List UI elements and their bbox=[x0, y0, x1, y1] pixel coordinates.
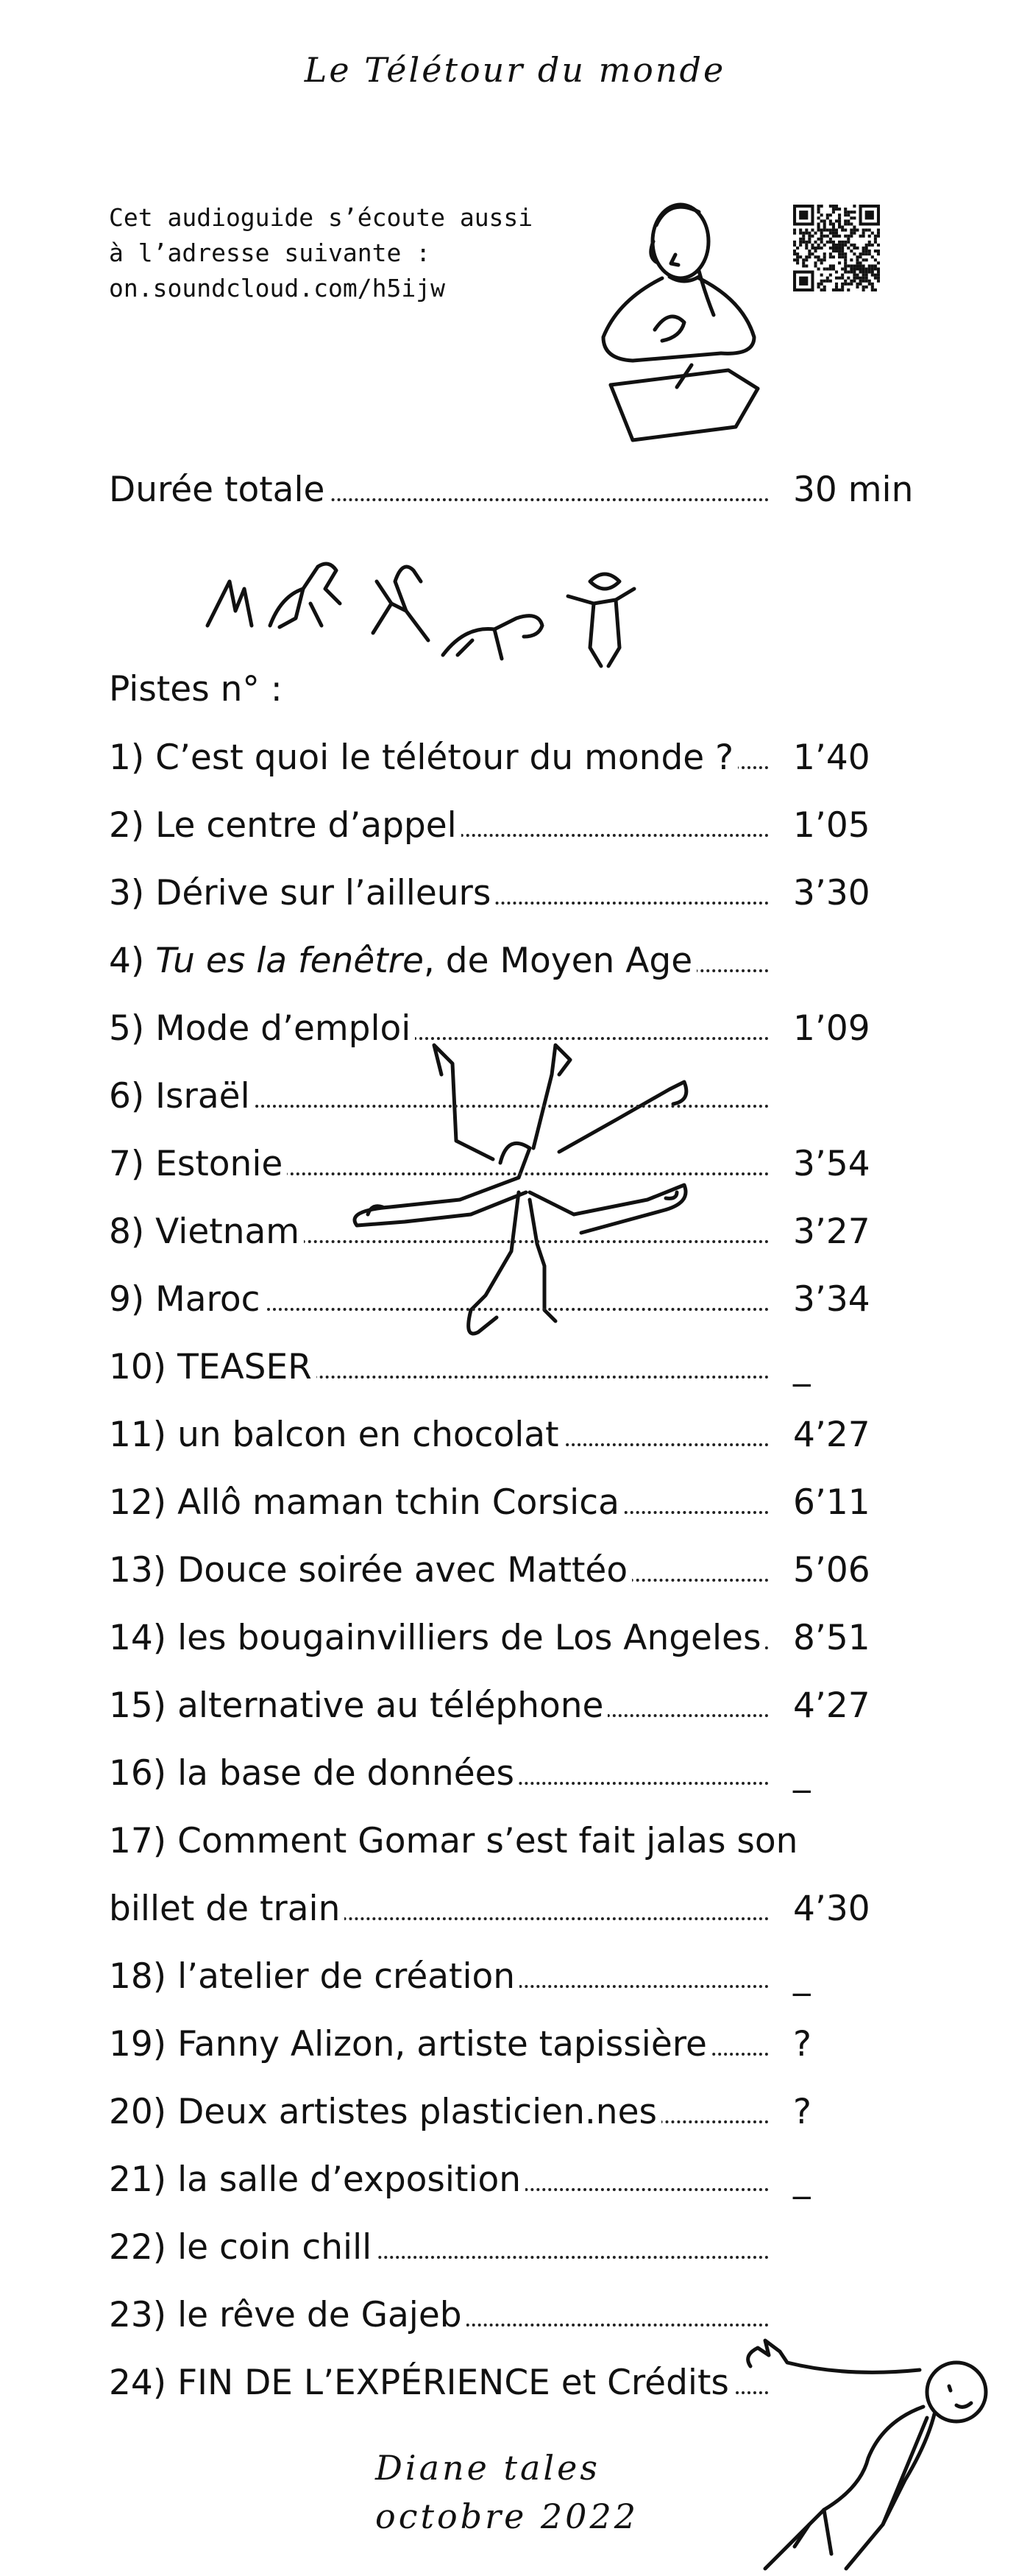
track-row[interactable] bbox=[109, 1615, 911, 1662]
track-row[interactable] bbox=[109, 1818, 911, 1865]
qr-code-icon[interactable] bbox=[793, 205, 880, 291]
crawling-figures-drawing bbox=[193, 537, 642, 670]
track-label: 15) alternative au téléphone bbox=[109, 1682, 608, 1730]
track-duration: 3’34 bbox=[793, 1279, 870, 1320]
track-label: 10) TEASER bbox=[109, 1344, 316, 1391]
total-duration-row bbox=[109, 467, 914, 514]
track-duration: _ bbox=[793, 2159, 811, 2200]
track-duration: 5’06 bbox=[793, 1550, 870, 1590]
total-duration-value: 30 min bbox=[793, 470, 914, 510]
track-row[interactable] bbox=[109, 802, 911, 849]
track-row[interactable] bbox=[109, 2292, 911, 2339]
track-label: 13) Douce soirée avec Mattéo bbox=[109, 1547, 632, 1594]
track-row[interactable] bbox=[109, 1750, 911, 1797]
track-row[interactable] bbox=[109, 1412, 911, 1459]
track-label: 23) le rêve de Gajeb bbox=[109, 2292, 466, 2339]
track-label: 20) Deux artistes plasticien.nes bbox=[109, 2089, 661, 2136]
track-label: 21) la salle d’exposition bbox=[109, 2156, 525, 2204]
lying-figure-drawing bbox=[736, 2333, 1015, 2576]
track-duration: 3’27 bbox=[793, 1211, 870, 1252]
track-label: 6) Israël bbox=[109, 1073, 255, 1120]
track-label: 9) Maroc bbox=[109, 1276, 264, 1323]
track-row[interactable] bbox=[109, 938, 911, 985]
track-row[interactable] bbox=[109, 2224, 911, 2271]
track-row[interactable] bbox=[109, 2021, 911, 2068]
total-duration-label: Durée totale bbox=[109, 467, 329, 514]
track-label-title: Tu es la fenêtre bbox=[155, 941, 424, 981]
track-duration: 4’30 bbox=[793, 1889, 870, 1929]
track-duration: 8’51 bbox=[793, 1618, 870, 1658]
track-row[interactable] bbox=[109, 1547, 911, 1594]
track-label bbox=[109, 938, 697, 985]
track-label: 1) C’est quoi le télétour du monde ? bbox=[109, 735, 738, 782]
track-label-prefix: 4) bbox=[109, 941, 156, 981]
track-row[interactable] bbox=[109, 1479, 911, 1526]
track-label: 16) la base de données bbox=[109, 1750, 519, 1797]
track-label: 2) Le centre d’appel bbox=[109, 802, 461, 849]
track-duration: ? bbox=[793, 2092, 811, 2132]
track-duration: 3’54 bbox=[793, 1144, 870, 1184]
track-label: 8) Vietnam bbox=[109, 1209, 304, 1256]
track-row[interactable] bbox=[109, 2156, 911, 2204]
track-duration: _ bbox=[793, 1956, 811, 1997]
track-label: 12) Allô maman tchin Corsica bbox=[109, 1479, 624, 1526]
track-label: billet de train bbox=[109, 1886, 344, 1933]
track-label: 17) Comment Gomar s’est fait jalas son bbox=[109, 1818, 802, 1865]
info-line-3[interactable]: on.soundcloud.com/h5ijw bbox=[109, 274, 445, 302]
track-row[interactable] bbox=[109, 1682, 911, 1730]
track-label: 18) l’atelier de création bbox=[109, 1953, 519, 2000]
track-label: 24) FIN DE L’EXPÉRIENCE et Crédits bbox=[109, 2360, 734, 2407]
info-line-1: Cet audioguide s’écoute aussi bbox=[109, 203, 533, 232]
track-label-suffix: , de Moyen Age bbox=[423, 941, 693, 981]
pointing-figure-drawing bbox=[338, 1030, 699, 1354]
track-row[interactable] bbox=[109, 1886, 911, 1933]
track-label: 11) un balcon en chocolat bbox=[109, 1412, 564, 1459]
info-line-2: à l’adresse suivante : bbox=[109, 238, 431, 267]
track-duration: 6’11 bbox=[793, 1482, 870, 1523]
tracks-heading: Pistes n° : bbox=[109, 669, 283, 710]
track-duration: ? bbox=[793, 2024, 811, 2064]
track-row[interactable] bbox=[109, 1953, 911, 2000]
track-duration: _ bbox=[793, 1347, 811, 1387]
track-label: 19) Fanny Alizon, artiste tapissière bbox=[109, 2021, 711, 2068]
track-duration: 3’30 bbox=[793, 873, 870, 913]
listener-drawing bbox=[589, 190, 765, 440]
track-label: 5) Mode d’emploi bbox=[109, 1005, 415, 1052]
signature bbox=[375, 2444, 639, 2541]
track-label: 22) le coin chill bbox=[109, 2224, 376, 2271]
track-row[interactable] bbox=[109, 2089, 911, 2136]
page-title: Le Télétour du monde bbox=[304, 50, 726, 90]
author-name: Diane tales bbox=[375, 2448, 600, 2488]
track-label: 3) Dérive sur l’ailleurs bbox=[109, 870, 495, 917]
publish-date: octobre 2022 bbox=[375, 2497, 639, 2536]
track-duration: 1’05 bbox=[793, 805, 870, 846]
audioguide-info bbox=[109, 200, 533, 306]
track-duration: 4’27 bbox=[793, 1685, 870, 1726]
track-label: 14) les bougainvilliers de Los Angeles bbox=[109, 1615, 765, 1662]
track-duration: 1’09 bbox=[793, 1008, 870, 1049]
track-duration: 4’27 bbox=[793, 1415, 870, 1455]
track-row[interactable] bbox=[109, 735, 911, 782]
track-duration: 1’40 bbox=[793, 737, 870, 778]
track-duration: _ bbox=[793, 1753, 811, 1794]
track-row[interactable] bbox=[109, 870, 911, 917]
track-label: 7) Estonie bbox=[109, 1141, 287, 1188]
